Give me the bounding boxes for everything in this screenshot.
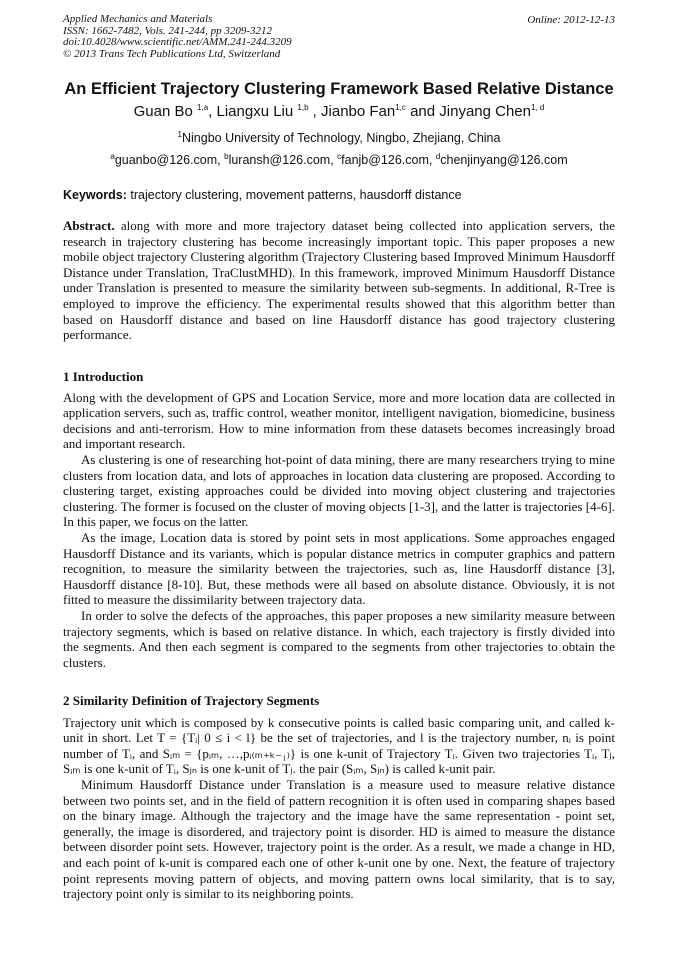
authors — [40, 103, 638, 120]
doi: doi:10.4028/www.scientific.net/AMM.241-244.3209 — [63, 36, 292, 48]
emails — [40, 153, 638, 167]
section-introduction — [63, 369, 615, 670]
email-sup: c — [337, 151, 342, 161]
journal-header — [63, 14, 292, 60]
email: luransh@126.com, — [228, 153, 338, 167]
abstract — [63, 218, 615, 343]
issn: ISSN: 1662-7482, Vols. 241-244, pp 3209-3212 — [63, 24, 272, 37]
paragraph: In order to solve the defects of the approaches, this paper proposes a new similarity measure between trajectory segments, which is based on relative distance. In which, each trajectory is firstly divided into the segments. And then each segment is compared to the segments from other trajectories to obtain the clusters. — [63, 607, 615, 670]
paragraph: Along with the development of GPS and Location Service, more and more location data are collected in application servers, such as, traffic control, weather monitor, intelligent navigation, biomedicine, business decisions and anti-terrorism. How to mine information from these datasets becomes increasingly broad and important research. — [63, 389, 615, 452]
author-name: , Jianbo Fan — [308, 103, 396, 120]
email-sup: d — [435, 151, 441, 161]
paragraph: As the image, Location data is stored by point sets in most applications. Some approaches engaged Hausdorff Distance and its variants, which is popular distance metrics in computer graphics and pattern recognition, to measure the similarity between the trajectories, such as, line Hausdorff distance [3], Hausdorff distance [8-10]. But, these methods were all based on absolute distance. Obviously, it is not fitted to measure the dissimilarity between trajectory data. — [63, 529, 615, 608]
author-sup: 1,c — [395, 103, 406, 112]
journal-name: Applied Mechanics and Materials — [63, 13, 213, 25]
email: fanjb@126.com, — [341, 153, 436, 167]
section-heading: 1 Introduction — [63, 369, 144, 384]
author-name: , Liangxu Liu — [208, 103, 298, 120]
paragraph: Minimum Hausdorff Distance under Translation is a measure used to measure relative distance between two points set, and in the field of pattern recognition it is often used in comparing shapes based on the binary image. Although the trajectory and the image have the same representation - point set, generally, the image is disordered, and trajectory point is disorder. HD is aimed to measure the distance between disorder point sets. However, trajectory point is the order. As a result, we made a change in HD, and each point of k-unit is compared each one of other k-unit one by one. Next, the feature of trajectory point represents moving pattern of objects, and moving pattern owns local similarity, that is to say, trajectory point only is similar to its neighboring points. — [63, 776, 615, 902]
paragraph: As clustering is one of researching hot-point of data mining, there are many researchers trying to mine clusters from location data, and lots of approaches in location data clustering are proposed. According to clustering target, existing approaches could be divided into moving object clustering and trajectories clustering. The former is focused on the cluster of moving objects [1-3], and the latter is trajectories [4-6]. In this paper, we focus on the latter. — [63, 451, 615, 530]
paper-title: An Efficient Trajectory Clustering Framework Based Relative Distance — [64, 80, 614, 98]
email: chenjinyang@126.com — [440, 153, 568, 167]
keywords-label: Keywords: — [63, 188, 127, 202]
section-similarity — [63, 693, 615, 902]
author-sup: 1, d — [531, 103, 545, 112]
email-sup: a — [110, 151, 115, 161]
affiliation-sup: 1 — [177, 129, 182, 139]
online-date: Online: 2012-12-13 — [527, 14, 615, 26]
copyright: © 2013 Trans Tech Publications Ltd, Switzerland — [63, 47, 281, 60]
keywords — [63, 188, 462, 202]
abstract-text: along with more and more trajectory dataset being collected into application servers, the research in trajectory clustering has become increasingly important topic. This paper proposes a new mobile object trajectory Clustering algorithm (Trajectory Clustering based Improved Minimum Hausdorff Distance under Translation, TraClustMHD). In this framework, improved Minimum Hausdorff Distance under Translation is presented to measure the similarity between sub-segments. In additional, R-Tree is employed to improve the efficiency. The experimental results showed that this algorithm better than based on Hausdorff distance and based on line Hausdorff distance has good trajectory clustering performance. — [63, 218, 615, 343]
author-name: and Jinyang Chen — [405, 103, 531, 120]
email: guanbo@126.com, — [114, 153, 225, 167]
email-sup: b — [224, 151, 229, 161]
keywords-text: trajectory clustering, movement patterns, hausdorff distance — [126, 188, 462, 202]
paragraph: Trajectory unit which is composed by k consecutive points is called basic comparing unit, and called k-unit in short. Let T = {Tᵢ| 0 ≤ i < l} be the set of trajectories, and l is the trajectory number, nᵢ is point number of Tᵢ, and Sᵢₘ = {pᵢₘ, …,pᵢ₍ₘ₊ₖ₋₁₎} is one k-unit of Trajectory Tᵢ. Given two trajectories Tᵢ, Tⱼ, Sᵢₘ is one k-unit of Tᵢ, Sⱼₙ is one k-unit of Tⱼ. the pair (Sᵢₘ, Sⱼₙ) is called k-unit pair. — [63, 714, 615, 777]
section-heading: 2 Similarity Definition of Trajectory Segments — [63, 693, 320, 708]
affiliation-text: Ningbo University of Technology, Ningbo, Zhejiang, China — [181, 131, 501, 145]
author-sup: 1,b — [297, 103, 309, 112]
author-name: Guan Bo — [133, 103, 198, 120]
author-sup: 1,a — [197, 103, 209, 112]
affiliation — [40, 131, 638, 145]
abstract-label: Abstract. — [63, 218, 115, 233]
